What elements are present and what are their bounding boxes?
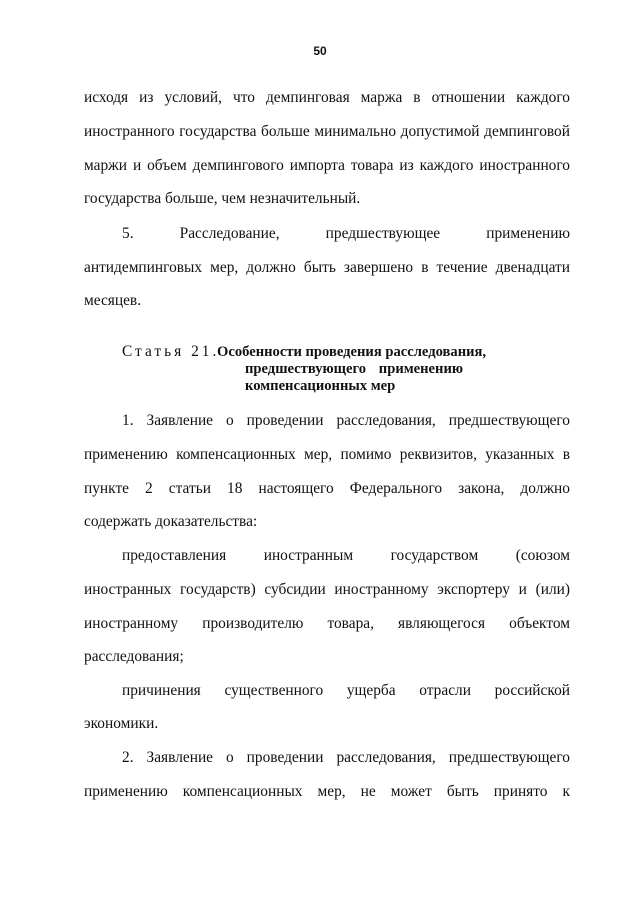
article-title-line: компенсационных мер	[245, 378, 396, 394]
text-line: расследования;	[84, 648, 184, 665]
article-title-line: Особенности проведения расследования,	[217, 344, 487, 360]
text-line: применению компенсационных мер, помимо реквизитов, указанных в	[84, 446, 570, 463]
page-number: 50	[313, 44, 327, 58]
text-line: применению компенсационных мер, не может быть принято к	[84, 783, 570, 800]
article-label: Статья 21.	[122, 343, 220, 360]
text-line: 5. Расследование, предшествующее применению	[122, 225, 570, 242]
text-line: 2. Заявление о проведении расследования, предшествующего	[122, 749, 570, 766]
article-title-line: предшествующего применению	[245, 361, 463, 377]
text-line: предоставления иностранным государством (союзом	[122, 547, 570, 564]
text-line: иностранному производителю товара, являющегося объектом	[84, 615, 570, 632]
text-line: иностранного государства больше минимально допустимой демпинговой	[84, 123, 570, 140]
text-line: пункте 2 статьи 18 настоящего Федерального закона, должно	[84, 480, 570, 497]
text-line: исходя из условий, что демпинговая маржа в отношении каждого	[84, 89, 570, 106]
text-line: 1. Заявление о проведении расследования, предшествующего	[122, 412, 570, 429]
text-line: маржи и объем демпингового импорта товара из каждого иностранного	[84, 157, 570, 174]
text-line: месяцев.	[84, 292, 142, 309]
text-line: экономики.	[84, 715, 159, 732]
text-line: содержать доказательства:	[84, 513, 258, 530]
text-line: государства больше, чем незначительный.	[84, 190, 361, 207]
text-line: иностранных государств) субсидии иностранному экспортеру и (или)	[84, 581, 570, 598]
text-line: причинения существенного ущерба отрасли российской	[122, 682, 570, 699]
text-line: антидемпинговых мер, должно быть завершено в течение двенадцати	[84, 259, 570, 276]
